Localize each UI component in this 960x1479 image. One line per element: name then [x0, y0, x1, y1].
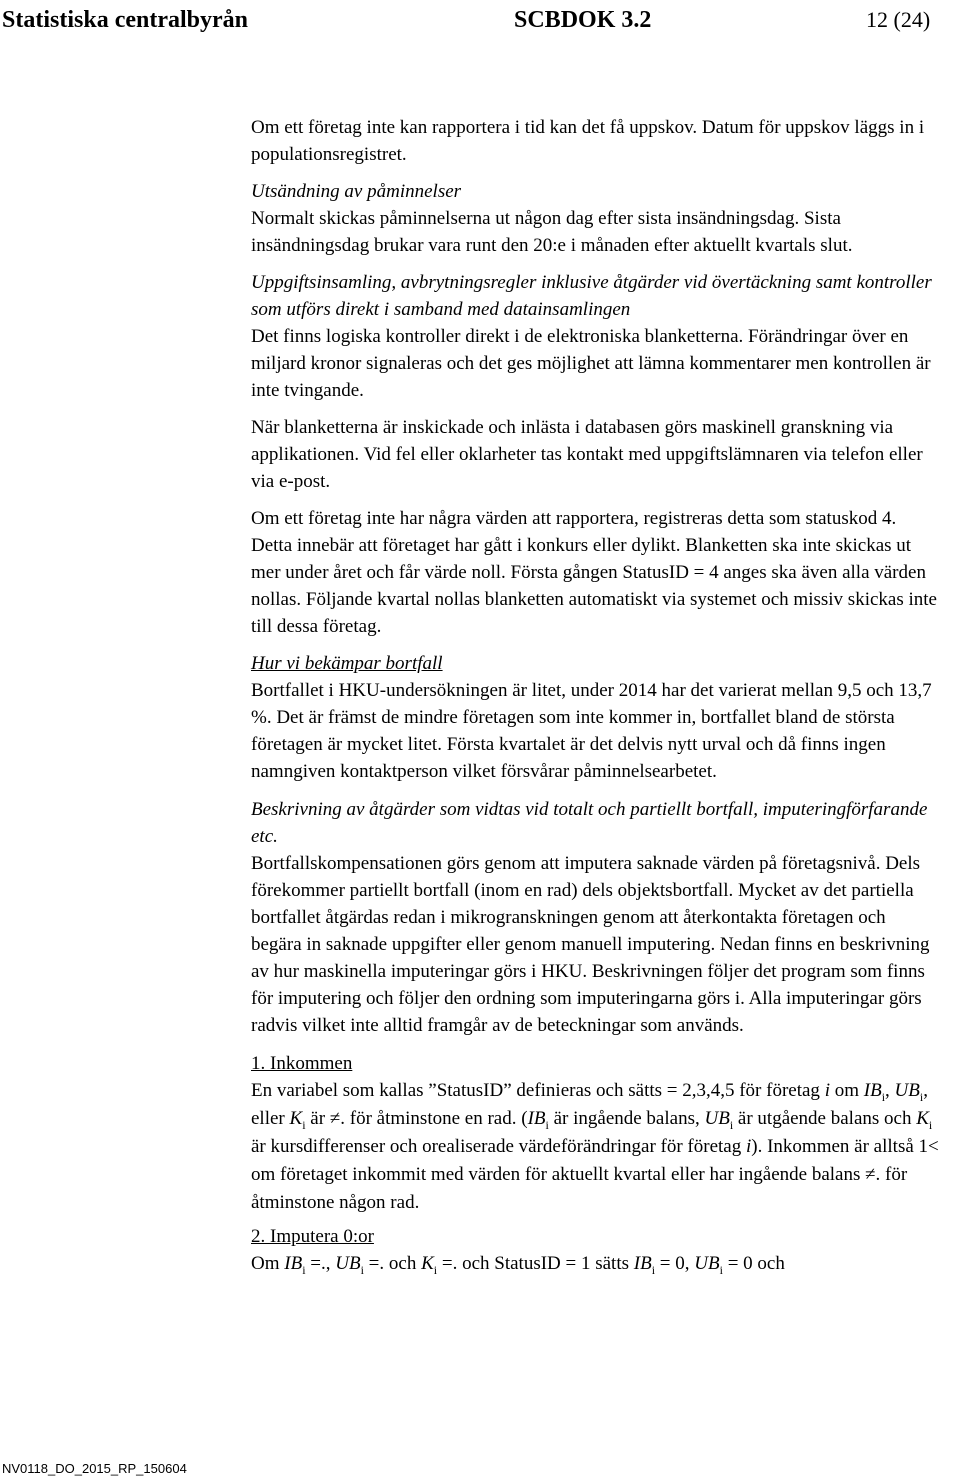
header-org: Statistiska centralbyrån: [2, 7, 248, 33]
paragraph-review: När blanketterna är inskickade och inlästa i databasen görs maskinell granskning via applikationen. Vid fel eller oklarheter tas kontakt med uppgiftslämnaren via telefon eller via e-post.: [251, 417, 923, 492]
paragraph-status-code: Om ett företag inte har några värden att rapportera, registreras detta som statuskod 4. Detta innebär att företaget har gått i konkurs eller dylikt. Blanketten ska inte skickas ut mer under året och får värde noll. Första gången StatusID = 4 anges ska även alla värden nollas. Följande kvartal nollas blanketten automatiskt via systemet och missiv skickas inte till dessa företag.: [251, 508, 937, 637]
heading-nonresponse: Hur vi bekämpar bortfall: [251, 653, 443, 674]
heading-measures: Beskrivning av åtgärder som vidtas vid totalt och partiellt bortfall, imputeringförfarande etc.: [251, 799, 928, 847]
heading-data-collection: Uppgiftsinsamling, avbrytningsregler inklusive åtgärder vid övertäckning samt kontroller som utförs direkt i samband med datainsamlingen: [251, 272, 932, 320]
not-equal-symbol: ≠: [865, 1164, 876, 1185]
heading-reminders: Utsändning av påminnelser: [251, 181, 462, 202]
paragraph-impute-zeros: Om $IB_i$ =., $UB_i$ =. och $K_i$ =. och StatusID = 1 sätts $IB_i = 0$, $UB_i = 0$ och: [251, 1253, 785, 1277]
footer-doc-reference: NV0118_DO_2015_RP_150604: [2, 1461, 187, 1476]
paragraph-reminders: Normalt skickas påminnelserna ut någon dag efter sista insändningsdag. Sista insändningsdag brukar vara runt den 20:e i månaden efter aktuellt kvartals slut.: [251, 208, 853, 256]
header-page-number: 12 (24): [866, 7, 931, 32]
document-body: [251, 114, 941, 1277]
header-doc-id: SCBDOK 3.2: [514, 7, 652, 33]
heading-impute-zeros: 2. Imputera 0:or: [251, 1226, 374, 1247]
paragraph-measures: Bortfallskompensationen görs genom att imputera saknade värden på företagsnivå. Dels förekommer partiellt bortfall (inom en rad) dels objektsbortfall. Mycket av det partiella bortfallet åtgärdas redan i mikrogranskningen genom att återkontakta företagen och begära in saknade uppgifter eller genom manuell imputering. Nedan finns en beskrivning av hur maskinella imputeringar görs i HKU. Beskrivningen följer det program som finns för imputering och följer den ordning som imputeringarna görs i. Alla imputeringar görs radvis vilket inte alltid framgår av de beteckningar som används.: [251, 853, 930, 1036]
paragraph-data-collection: Det finns logiska kontroller direkt i de elektroniska blanketterna. Förändringar över en miljard kronor signaleras och det ges möjlighet att lämna kommentarer men kontrollen är inte tvingande.: [251, 326, 931, 401]
paragraph-postponement: Om ett företag inte kan rapportera i tid kan det få uppskov. Datum för uppskov läggs in i populationsregistret.: [251, 117, 925, 165]
heading-income: 1. Inkommen: [251, 1053, 353, 1074]
paragraph-nonresponse: Bortfallet i HKU-undersökningen är litet, under 2014 har det varierat mellan 9,5 och 13,7 %. Det är främst de mindre företagen som inte kommer in, bortfallet bland de största företagen är mycket litet. Första kvartalet är det delvis nytt urval och då finns ingen namngiven kontaktperson vilket försvårar påminnelsearbetet.: [251, 680, 932, 782]
paragraph-income: En variabel som kallas ”StatusID” definieras och sätts = 2,3,4,5 för företag i om $IB_i$, $UB_i$, eller $K_i$ är ≠. för åtminstone en rad. ($IB_i$ är ingående balans, $UB_i$ är utgående balans och $K_i$ är kursdifferenser och orealiserade värdeförändringar för företag i). Inkommen är alltså 1< om företaget inkommit med värden för aktuellt kvartal eller har ingående balans ≠. för åtminstone någon rad.: [251, 1080, 939, 1213]
not-equal-symbol: ≠: [329, 1108, 341, 1129]
